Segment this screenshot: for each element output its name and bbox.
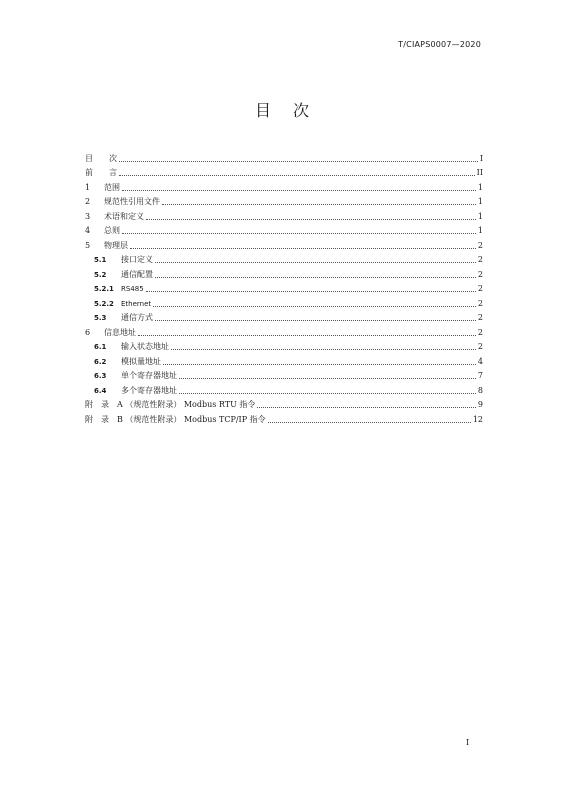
table-of-contents	[85, 149, 483, 425]
toc-entry-page: 12	[472, 414, 483, 424]
toc-entry-page: 2	[477, 269, 483, 279]
toc-entry-number: 5.2.2	[94, 299, 114, 308]
toc-entry-page: 1	[477, 211, 483, 221]
toc-entry-label: 通信配置	[121, 269, 153, 279]
toc-entry[interactable]	[85, 352, 483, 367]
toc-entry-number: 6	[85, 327, 91, 337]
toc-entry-page: 2	[477, 342, 483, 351]
toc-entry-number: 6.4	[94, 386, 107, 395]
toc-entry-page: 2	[477, 298, 483, 308]
toc-entry-label: 输入状态地址	[121, 342, 169, 351]
toc-entry-label: 附 录 B （规范性附录） Modbus TCP/IP 指令	[85, 414, 266, 424]
toc-entry[interactable]	[85, 338, 483, 353]
toc-entry-number: 2	[85, 197, 91, 206]
toc-entry[interactable]	[85, 323, 483, 338]
toc-entry[interactable]	[85, 193, 483, 208]
toc-entry[interactable]	[85, 164, 483, 179]
toc-entry[interactable]	[85, 381, 483, 396]
toc-entry-label: 规范性引用文件	[104, 197, 160, 206]
toc-entry-label: 前 言	[85, 168, 117, 177]
toc-entry-number: 6.1	[94, 343, 107, 351]
toc-entry-label: 通信方式	[121, 313, 153, 322]
toc-leader-dots	[155, 276, 476, 278]
toc-entry-page: II	[476, 168, 483, 177]
toc-entry[interactable]	[85, 251, 483, 266]
toc-leader-dots	[119, 160, 478, 162]
toc-leader-dots	[155, 319, 476, 321]
toc-entry-number: 4	[85, 226, 91, 235]
toc-entry[interactable]	[85, 236, 483, 251]
toc-entry-number: 5.3	[94, 314, 107, 322]
toc-entry-label: 模拟量地址	[121, 356, 161, 366]
toc-leader-dots	[130, 247, 476, 249]
toc-entry-number: 5.2.1	[94, 285, 114, 293]
toc-entry-page: 2	[477, 284, 483, 293]
document-code: T/CIAPS0007—2020	[398, 40, 481, 49]
toc-leader-dots	[257, 406, 475, 408]
toc-entry-label: 信息地址	[104, 327, 136, 337]
toc-entry[interactable]	[85, 207, 483, 222]
toc-leader-dots	[171, 348, 476, 350]
toc-entry[interactable]	[85, 294, 483, 309]
toc-leader-dots	[138, 334, 476, 336]
toc-entry-label: 术语和定义	[104, 211, 144, 221]
toc-entry-page: 8	[477, 385, 483, 395]
toc-entry-page: 2	[477, 327, 483, 337]
toc-entry-number: 6.2	[94, 357, 107, 366]
toc-entry[interactable]	[85, 222, 483, 237]
toc-entry-page: 1	[477, 197, 483, 206]
toc-entry[interactable]	[85, 280, 483, 295]
toc-leader-dots	[163, 363, 476, 365]
toc-leader-dots	[146, 290, 476, 292]
toc-entry[interactable]	[85, 367, 483, 382]
toc-leader-dots	[119, 174, 475, 176]
toc-entry-number: 5.2	[94, 270, 107, 279]
toc-leader-dots	[153, 305, 476, 307]
toc-leader-dots	[179, 377, 476, 379]
toc-entry-page: 4	[477, 356, 483, 366]
toc-entry-label: 范围	[104, 182, 120, 192]
page-title	[0, 98, 564, 121]
toc-entry[interactable]	[85, 410, 483, 425]
toc-leader-dots	[162, 203, 476, 205]
toc-leader-dots	[155, 261, 476, 263]
toc-entry-label: 总则	[104, 226, 120, 235]
toc-entry-number: 5.1	[94, 256, 107, 264]
toc-entry[interactable]	[85, 178, 483, 193]
toc-entry-number: 1	[85, 182, 91, 192]
toc-entry-label: 多个寄存器地址	[121, 385, 177, 395]
toc-leader-dots	[268, 421, 471, 423]
title-char-1: 目	[254, 101, 271, 120]
toc-entry[interactable]	[85, 309, 483, 324]
title-char-2: 次	[293, 101, 310, 120]
toc-entry-number: 5	[85, 240, 91, 250]
toc-entry-label: RS485	[121, 285, 144, 293]
toc-entry-label: Ethernet	[121, 299, 152, 308]
toc-entry-number: 3	[85, 211, 91, 221]
toc-entry-label: 物理层	[104, 240, 128, 250]
toc-entry-label: 单个寄存器地址	[121, 371, 177, 380]
toc-entry-page: I	[479, 153, 483, 163]
toc-entry-page: 2	[477, 313, 483, 322]
toc-entry[interactable]	[85, 396, 483, 411]
toc-entry-page: 7	[477, 371, 483, 380]
toc-entry-page: 1	[477, 226, 483, 235]
toc-entry-number: 6.3	[94, 372, 107, 380]
page-number: I	[466, 738, 470, 747]
toc-entry-label: 接口定义	[121, 255, 153, 264]
toc-entry-page: 1	[477, 182, 483, 192]
toc-leader-dots	[122, 189, 476, 191]
toc-leader-dots	[122, 232, 476, 234]
toc-entry-label: 目 次	[85, 153, 117, 163]
toc-entry-label: 附 录 A （规范性附录） Modbus RTU 指令	[85, 400, 256, 409]
toc-entry-page: 9	[477, 400, 483, 409]
toc-leader-dots	[146, 218, 476, 220]
toc-entry-page: 2	[477, 240, 483, 250]
toc-entry[interactable]	[85, 265, 483, 280]
toc-entry-page: 2	[477, 255, 483, 264]
toc-entry[interactable]	[85, 149, 483, 164]
toc-leader-dots	[179, 392, 476, 394]
